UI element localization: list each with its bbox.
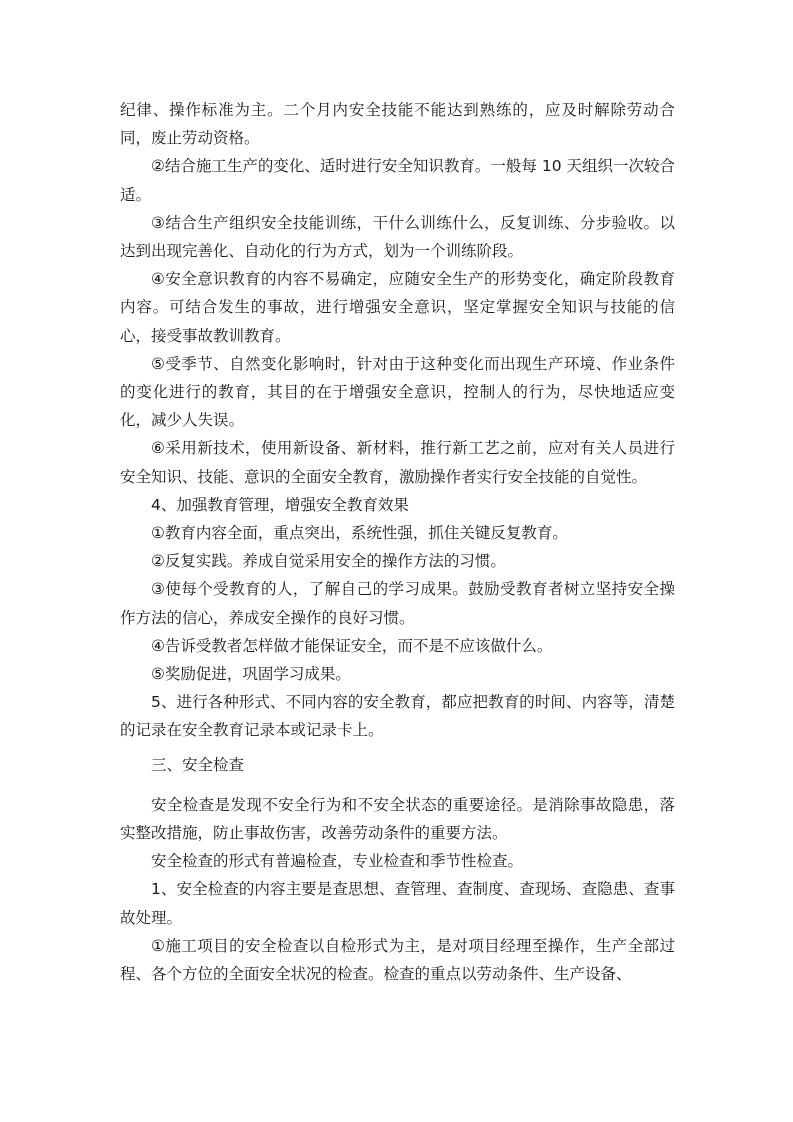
- paragraph-item-6: ⑥采用新技术，使用新设备、新材料，推行新工艺之前，应对有关人员进行安全知识、技能、意识的全面安全教育，激励操作者实行安全技能的自觉性。: [120, 439, 675, 486]
- section-paragraph-intro: 安全检查是发现不安全行为和不安全状态的重要途径。是消除事故隐患，落实整改措施，防止事故伤害，改善劳动条件的重要方法。: [120, 795, 675, 843]
- paragraph-4-item-1: ①教育内容全面，重点突出，系统性强，抓住关键反复教育。: [151, 524, 568, 543]
- paragraph-continuation: 纪律、操作标准为主。二个月内安全技能不能达到熟练的，应及时解除劳动合同，废止劳动资格。: [120, 101, 675, 148]
- paragraph-4-item-4: ④告诉受教者怎样做才能保证安全，而不是不应该做什么。: [151, 636, 553, 655]
- paragraph-4-item-2: ②反复实践。养成自觉采用安全的操作方法的习惯。: [151, 552, 506, 571]
- document-body: [120, 96, 675, 988]
- section-paragraph-item-1: ①施工项目的安全检查以自检形式为主，是对项目经理至操作，生产全部过程、各个方位的全面安全状况的检查。检查的重点以劳动条件、生产设备、: [120, 936, 675, 984]
- paragraph-4-item-5: ⑤奖励促进，巩固学习成果。: [151, 665, 351, 684]
- subheading-4: 4、加强教育管理，增强安全教育效果: [151, 495, 409, 514]
- section-subheading-1: 1、安全检查的内容主要是查思想、查管理、查制度、查现场、查隐患、查事故处理。: [120, 880, 675, 927]
- paragraph-4-item-3: ③使每个受教育的人，了解自己的学习成果。鼓励受教育者树立坚持安全操作方法的信心，养成安全操作的良好习惯。: [120, 580, 675, 627]
- paragraph-item-5: ⑤受季节、自然变化影响时，针对由于这种变化而出现生产环境、作业条件的变化进行的教育，其目的在于增强安全意识，控制人的行为，尽快地适应变化，减少人失误。: [120, 354, 675, 430]
- paragraph-item-2: ②结合施工生产的变化、适时进行安全知识教育。一般每 10 天组织一次较合适。: [120, 157, 675, 204]
- paragraph-item-3: ③结合生产组织安全技能训练，干什么训练什么，反复训练、分步验收。以达到出现完善化、自动化的行为方式，划为一个训练阶段。: [120, 213, 675, 261]
- section-heading: 三、安全检查: [151, 755, 245, 774]
- subheading-5: 5、进行各种形式、不同内容的安全教育，都应把教育的时间、内容等，清楚的记录在安全教育记录本或记录卡上。: [120, 693, 675, 740]
- paragraph-item-4: ④安全意识教育的内容不易确定，应随安全生产的形势变化，确定阶段教育内容。可结合发生的事故，进行增强安全意识，坚定掌握安全知识与技能的信心，接受事故教训教育。: [120, 270, 675, 345]
- section-paragraph-forms: 安全检查的形式有普遍检查，专业检查和季节性检查。: [151, 852, 524, 871]
